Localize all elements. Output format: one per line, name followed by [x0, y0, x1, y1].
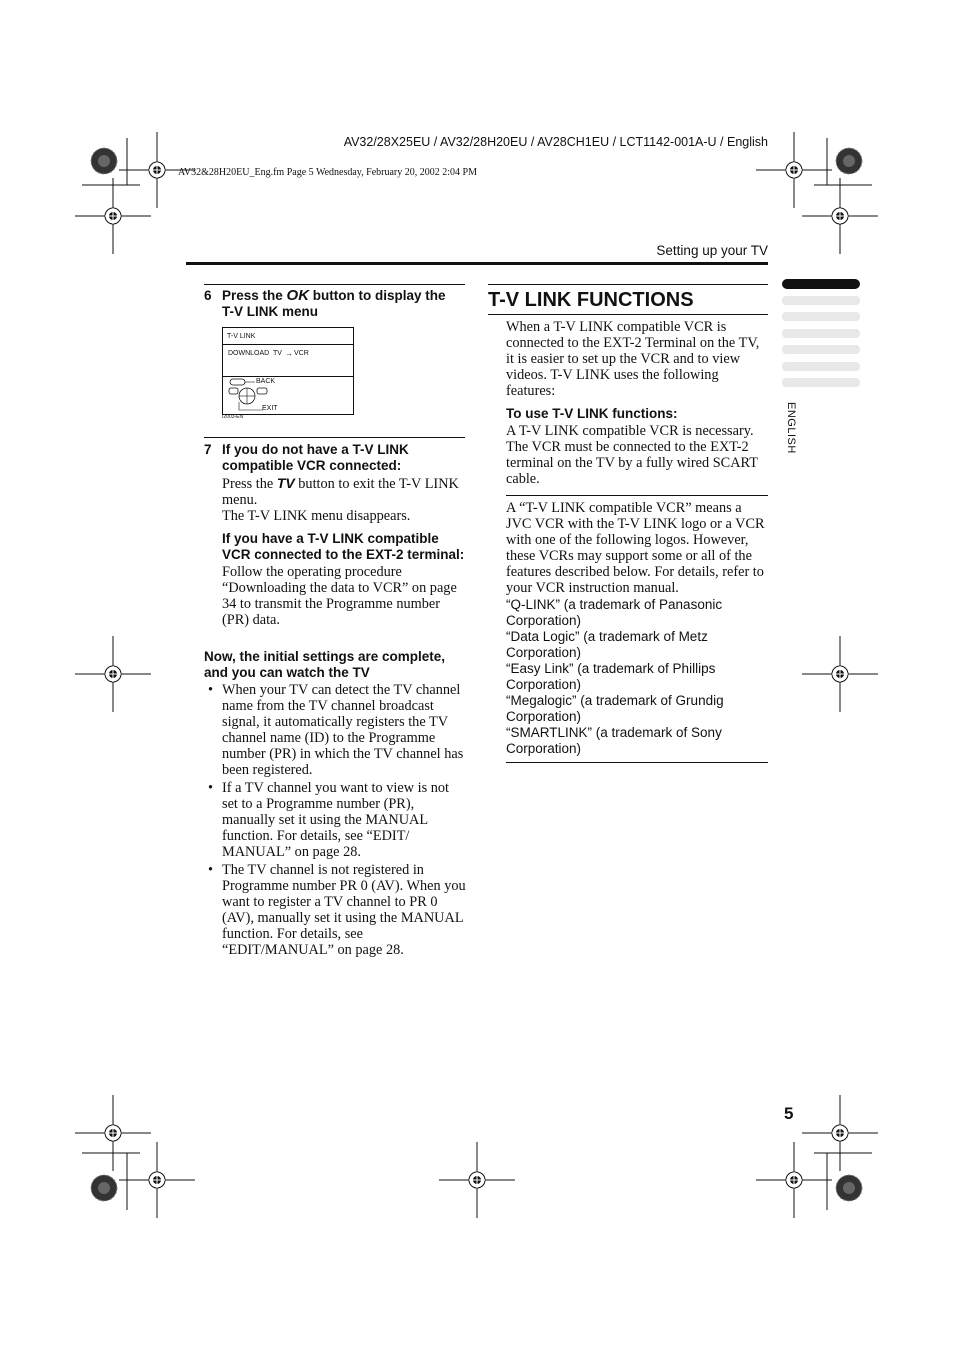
side-tab [782, 345, 860, 354]
page-number: 5 [784, 1104, 794, 1123]
tvlink-intro: When a T-V LINK compatible VCR is connected to the EXT-2 Terminal on the TV, it is easier to set up the VCR and to view videos. T-V LINK uses the following features: [506, 319, 760, 399]
list-item: “Megalogic” (a trademark of Grundig Corporation) [506, 693, 724, 724]
list-item: • The TV channel is not registered in Programme number PR 0 (AV). When you want to register a TV channel to PR 0 (AV), manually set it using the MANUAL function. For details, see “EDIT/MANUAL” on page 28. [204, 862, 467, 958]
step7-heading: If you do not have a T-V LINK compatible VCR connected: [222, 442, 409, 473]
step7-text-1: Press the TV button to exit the T-V LINK menu. [222, 475, 459, 508]
side-tab [782, 296, 860, 305]
side-tab-active [782, 279, 860, 289]
list-item: “Q-LINK” (a trademark of Panasonic Corporation) [506, 597, 723, 628]
step7-rule [204, 437, 465, 438]
note-top-rule [506, 495, 768, 496]
list-item: “SMARTLINK” (a trademark of Sony Corporation) [506, 725, 722, 756]
side-tab [782, 312, 860, 321]
step6-number: 6 [204, 288, 212, 303]
step6-rule [204, 284, 465, 285]
menu-vcr: VCR [294, 350, 309, 357]
file-info: AV32&28H20EU_Eng.fm Page 5 Wednesday, February 20, 2002 2:04 PM [178, 167, 477, 178]
header-rule [186, 262, 768, 265]
side-tab [782, 362, 860, 371]
tv-button-label: TV [276, 475, 295, 491]
menu-back: BACK [256, 378, 276, 385]
tvlink-title: T-V LINK FUNCTIONS [488, 289, 694, 311]
step7-body [222, 442, 467, 628]
list-item: • If a TV channel you want to view is not set to a Programme number (PR), manually set it using the MANUAL function. For details, see “EDIT/ MANUAL” on page 28. [204, 780, 467, 860]
note-text: A “T-V LINK compatible VCR” means a JVC VCR with the T-V LINK logo or a VCR with one of the following logos. However, these VCRs may support some or all of the features described below. For details, refer to your VCR instruction manual. [506, 500, 765, 596]
model-line: AV32/28X25EU / AV32/28H20EU / AV28CH1EU / LCT1142-001A-U / English [343, 135, 768, 149]
use-text: A T-V LINK compatible VCR is necessary. The VCR must be connected to the EXT-2 terminal on the TV by a fully wired SCART cable. [506, 423, 758, 487]
now-bullets [204, 682, 467, 960]
list-item: • When your TV can detect the TV channel name from the TV channel broadcast signal, it automatically registers the TV channel name (ID) to the Programme number (PR) in which the TV channel has been registered. [204, 682, 467, 778]
step6-heading: Press the OK button to display the T-V LINK menu [222, 287, 446, 319]
step7-subheading: If you have a T-V LINK compatible VCR connected to the EXT-2 terminal: [222, 531, 465, 562]
step7-text-2: The T-V LINK menu disappears. [222, 508, 411, 524]
menu-exit: EXIT [262, 405, 278, 412]
menu-download: DOWNLOAD [228, 350, 270, 357]
note-bottom-rule [506, 762, 768, 763]
side-tab [782, 378, 860, 387]
tvlink-top-rule [488, 284, 768, 285]
logo-list [506, 597, 768, 757]
side-tab [782, 329, 860, 338]
section-title: Setting up your TV [656, 243, 768, 258]
step7-text-3: Follow the operating procedure “Downloading the data to VCR” on page 34 to transmit the Programme number (PR) data. [222, 564, 457, 628]
menu-title: T-V LINK [227, 333, 256, 340]
use-heading: To use T-V LINK functions: [506, 406, 678, 421]
tvlink-menu-screen [222, 327, 354, 415]
list-item: “Data Logic” (a trademark of Metz Corporation) [506, 629, 708, 660]
now-heading: Now, the initial settings are complete, and you can watch the TV [204, 649, 446, 680]
menu-arrow: → [285, 349, 293, 358]
list-item: “Easy Link” (a trademark of Phillips Corporation) [506, 661, 716, 692]
language-tab: ENGLISH [785, 402, 797, 454]
tvlink-title-rule [488, 314, 768, 315]
step7-number: 7 [204, 442, 212, 457]
figure-code: I2003-EN [222, 414, 244, 420]
menu-tv: TV [273, 350, 282, 357]
ok-button-label: OK [286, 287, 310, 304]
